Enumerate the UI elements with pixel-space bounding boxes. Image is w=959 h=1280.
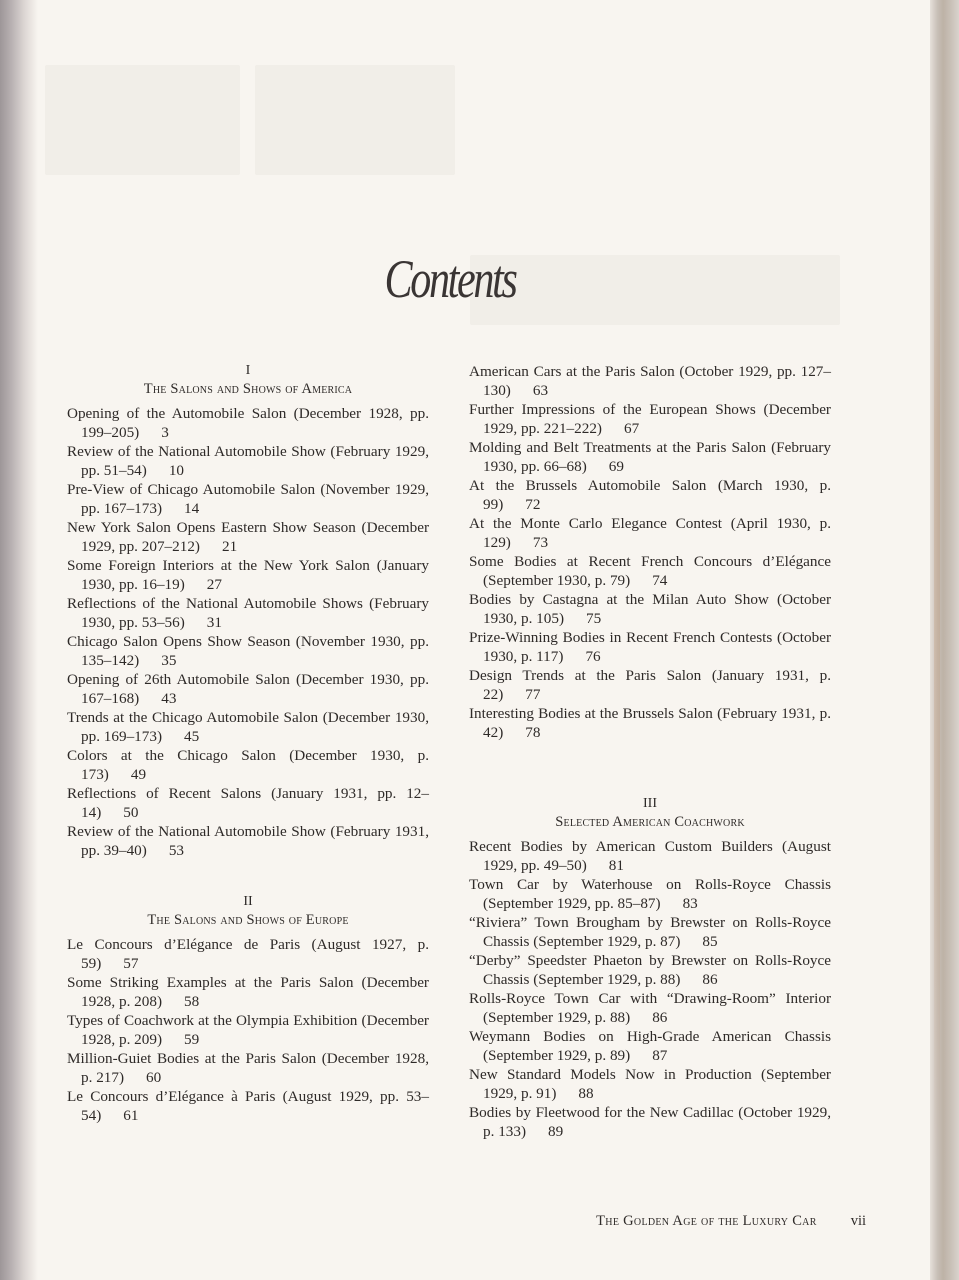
entry-page-number: 58 <box>184 993 200 1010</box>
entry-page-number: 76 <box>585 648 601 665</box>
entry-page-number: 88 <box>578 1085 594 1102</box>
page-footer <box>0 1213 866 1230</box>
entry-page-number: 3 <box>161 424 169 441</box>
entry-title: “Riviera” Town Brougham by Brewster on Rolls-Royce Chassis (September 1929, p. 87) <box>469 914 831 950</box>
entry-page-number: 83 <box>682 895 698 912</box>
toc-entry[interactable] <box>469 400 831 438</box>
entry-page-number: 75 <box>586 610 602 627</box>
entry-title: New Standard Models Now in Production (September 1929, p. 91) <box>469 1066 831 1102</box>
spine-shadow <box>0 0 38 1280</box>
entry-page-number: 43 <box>161 690 177 707</box>
entry-title: Rolls-Royce Town Car with “Drawing-Room” Interior (September 1929, p. 88) <box>469 990 831 1026</box>
entry-page-number: 49 <box>130 766 147 783</box>
toc-entry[interactable] <box>469 362 831 400</box>
entry-page-number: 53 <box>168 842 184 859</box>
entry-title: Opening of the Automobile Salon (December 1928, pp. 199–205) <box>67 405 429 441</box>
toc-entry[interactable] <box>469 476 831 514</box>
entry-page-number: 27 <box>206 576 222 593</box>
entry-title: Town Car by Waterhouse on Rolls-Royce Chassis (September 1929, pp. 85–87) <box>469 876 831 912</box>
toc-entry[interactable] <box>469 704 831 742</box>
entry-title: Review of the National Automobile Show (February 1929, pp. 51–54) <box>67 443 429 479</box>
section-spacer <box>469 742 831 795</box>
toc-entry[interactable] <box>67 746 429 784</box>
entry-title: Pre-View of Chicago Automobile Salon (November 1929, pp. 167–173) <box>67 481 429 517</box>
entry-page-number: 85 <box>702 933 718 950</box>
entry-page-number: 59 <box>184 1031 200 1048</box>
toc-entry[interactable] <box>67 670 429 708</box>
toc-entry[interactable] <box>67 556 429 594</box>
entry-page-number: 61 <box>123 1107 139 1124</box>
toc-entry[interactable] <box>67 404 429 442</box>
entry-page-number: 87 <box>652 1047 668 1064</box>
toc-entry[interactable] <box>469 951 831 989</box>
entry-page-number: 73 <box>532 534 549 551</box>
entry-title: Some Striking Examples at the Paris Salon (December 1928, p. 208) <box>67 974 429 1010</box>
entry-page-number: 57 <box>123 955 139 972</box>
entry-title: Reflections of the National Automobile Shows (February 1930, pp. 53–56) <box>67 595 429 631</box>
entry-page-number: 86 <box>702 971 718 988</box>
entry-title: “Derby” Speedster Phaeton by Brewster on Rolls-Royce Chassis (September 1929, p. 88) <box>469 952 831 988</box>
entry-title: Prize-Winning Bodies in Recent French Contests (October 1930, p. 117) <box>469 629 831 665</box>
section-heading <box>67 362 429 398</box>
entry-page-number: 21 <box>221 538 238 555</box>
section-numeral: I <box>245 363 251 378</box>
entry-page-number: 67 <box>623 420 640 437</box>
contents-column-left <box>67 362 429 1125</box>
page-edge <box>930 0 959 1280</box>
toc-entry[interactable] <box>67 518 429 556</box>
entry-title: Recent Bodies by American Custom Builders (August 1929, pp. 49–50) <box>469 838 831 874</box>
entry-title: Further Impressions of the European Shows (December 1929, pp. 221–222) <box>469 401 831 437</box>
toc-entry[interactable] <box>469 913 831 951</box>
entry-title: At the Brussels Automobile Salon (March 1930, p. 99) <box>469 477 831 513</box>
section-spacer <box>67 860 429 893</box>
toc-entry[interactable] <box>67 632 429 670</box>
toc-entry[interactable] <box>469 552 831 590</box>
entry-page-number: 60 <box>146 1069 162 1086</box>
page-title: Contents <box>384 249 516 309</box>
entry-page-number: 86 <box>652 1009 668 1026</box>
toc-entry[interactable] <box>67 935 429 973</box>
entry-title: Molding and Belt Treatments at the Paris Salon (February 1930, pp. 66–68) <box>469 439 831 475</box>
toc-entry[interactable] <box>469 875 831 913</box>
page-number: vii <box>850 1213 866 1229</box>
entry-title: Review of the National Automobile Show (February 1931, pp. 39–40) <box>67 823 429 859</box>
section-numeral: III <box>643 796 657 811</box>
toc-entry[interactable] <box>469 837 831 875</box>
entry-page-number: 81 <box>608 857 624 874</box>
entry-page-number: 14 <box>184 500 200 517</box>
show-through-text <box>255 65 455 175</box>
entry-title: Some Foreign Interiors at the New York Salon (January 1930, pp. 16–19) <box>67 557 429 593</box>
contents-column-right <box>469 362 831 1141</box>
toc-entry[interactable] <box>67 822 429 860</box>
section-title: The Salons and Shows of America <box>143 381 353 397</box>
toc-entry[interactable] <box>469 438 831 476</box>
entry-title: Bodies by Fleetwood for the New Cadillac (October 1929, p. 133) <box>469 1104 831 1140</box>
toc-entry[interactable] <box>469 590 831 628</box>
entry-title: New York Salon Opens Eastern Show Season (December 1929, pp. 207–212) <box>67 519 429 555</box>
toc-entry[interactable] <box>469 628 831 666</box>
entry-title: Trends at the Chicago Automobile Salon (December 1930, pp. 169–173) <box>67 709 429 745</box>
entry-page-number: 69 <box>608 458 624 475</box>
toc-entry[interactable] <box>67 784 429 822</box>
toc-entry[interactable] <box>67 442 429 480</box>
entry-title: Bodies by Castagna at the Milan Auto Show (October 1930, p. 105) <box>469 591 831 627</box>
entry-page-number: 89 <box>548 1123 564 1140</box>
toc-entry[interactable] <box>67 480 429 518</box>
section-heading <box>469 795 831 831</box>
toc-entry[interactable] <box>469 666 831 704</box>
toc-entry[interactable] <box>469 1065 831 1103</box>
entry-title: Design Trends at the Paris Salon (January 1931, p. 22) <box>469 667 831 703</box>
toc-entry[interactable] <box>67 1011 429 1049</box>
entry-page-number: 31 <box>206 614 222 631</box>
entry-title: Types of Coachwork at the Olympia Exhibition (December 1928, p. 209) <box>67 1012 429 1048</box>
entry-page-number: 74 <box>652 572 668 589</box>
toc-entry[interactable] <box>67 1049 429 1087</box>
entry-page-number: 35 <box>161 652 177 669</box>
entry-title: Million-Guiet Bodies at the Paris Salon (December 1928, p. 217) <box>67 1050 429 1086</box>
entry-title: American Cars at the Paris Salon (October 1929, pp. 127–130) <box>469 363 831 399</box>
entry-page-number: 78 <box>525 724 541 741</box>
entry-page-number: 72 <box>525 496 541 513</box>
toc-entry[interactable] <box>67 973 429 1011</box>
toc-entry[interactable] <box>67 594 429 632</box>
toc-entry[interactable] <box>469 1027 831 1065</box>
toc-entry[interactable] <box>469 1103 831 1141</box>
running-title: The Golden Age of the Luxury Car <box>596 1213 817 1229</box>
toc-entry[interactable] <box>469 989 831 1027</box>
entry-title: Le Concours d’Elégance de Paris (August 1927, p. 59) <box>67 936 429 972</box>
entry-title: Some Bodies at Recent French Concours d’Elégance (September 1930, p. 79) <box>469 553 831 589</box>
entry-title: Opening of 26th Automobile Salon (December 1930, pp. 167–168) <box>67 671 429 707</box>
toc-entry[interactable] <box>67 708 429 746</box>
entry-page-number: 50 <box>123 804 139 821</box>
entry-title: Chicago Salon Opens Show Season (November 1930, pp. 135–142) <box>67 633 429 669</box>
entry-title: Weymann Bodies on High-Grade American Chassis (September 1929, p. 89) <box>469 1028 831 1064</box>
entry-page-number: 77 <box>525 686 541 703</box>
show-through-text <box>45 65 240 175</box>
entry-title: Interesting Bodies at the Brussels Salon (February 1931, p. 42) <box>469 705 831 741</box>
toc-entry[interactable] <box>67 1087 429 1125</box>
entry-title: Reflections of Recent Salons (January 1931, pp. 12–14) <box>67 785 429 821</box>
section-title: The Salons and Shows of Europe <box>147 912 349 928</box>
section-numeral: II <box>243 894 253 909</box>
entry-page-number: 45 <box>184 728 200 745</box>
entry-title: Colors at the Chicago Salon (December 1930, p. 173) <box>67 747 429 783</box>
toc-entry[interactable] <box>469 514 831 552</box>
entry-page-number: 63 <box>532 382 549 399</box>
entry-title: Le Concours d’Elégance à Paris (August 1929, pp. 53–54) <box>67 1088 429 1124</box>
entry-title: At the Monte Carlo Elegance Contest (April 1930, p. 129) <box>469 515 831 551</box>
section-title: Selected American Coachwork <box>555 814 745 830</box>
section-heading <box>67 893 429 929</box>
entry-page-number: 10 <box>168 462 184 479</box>
